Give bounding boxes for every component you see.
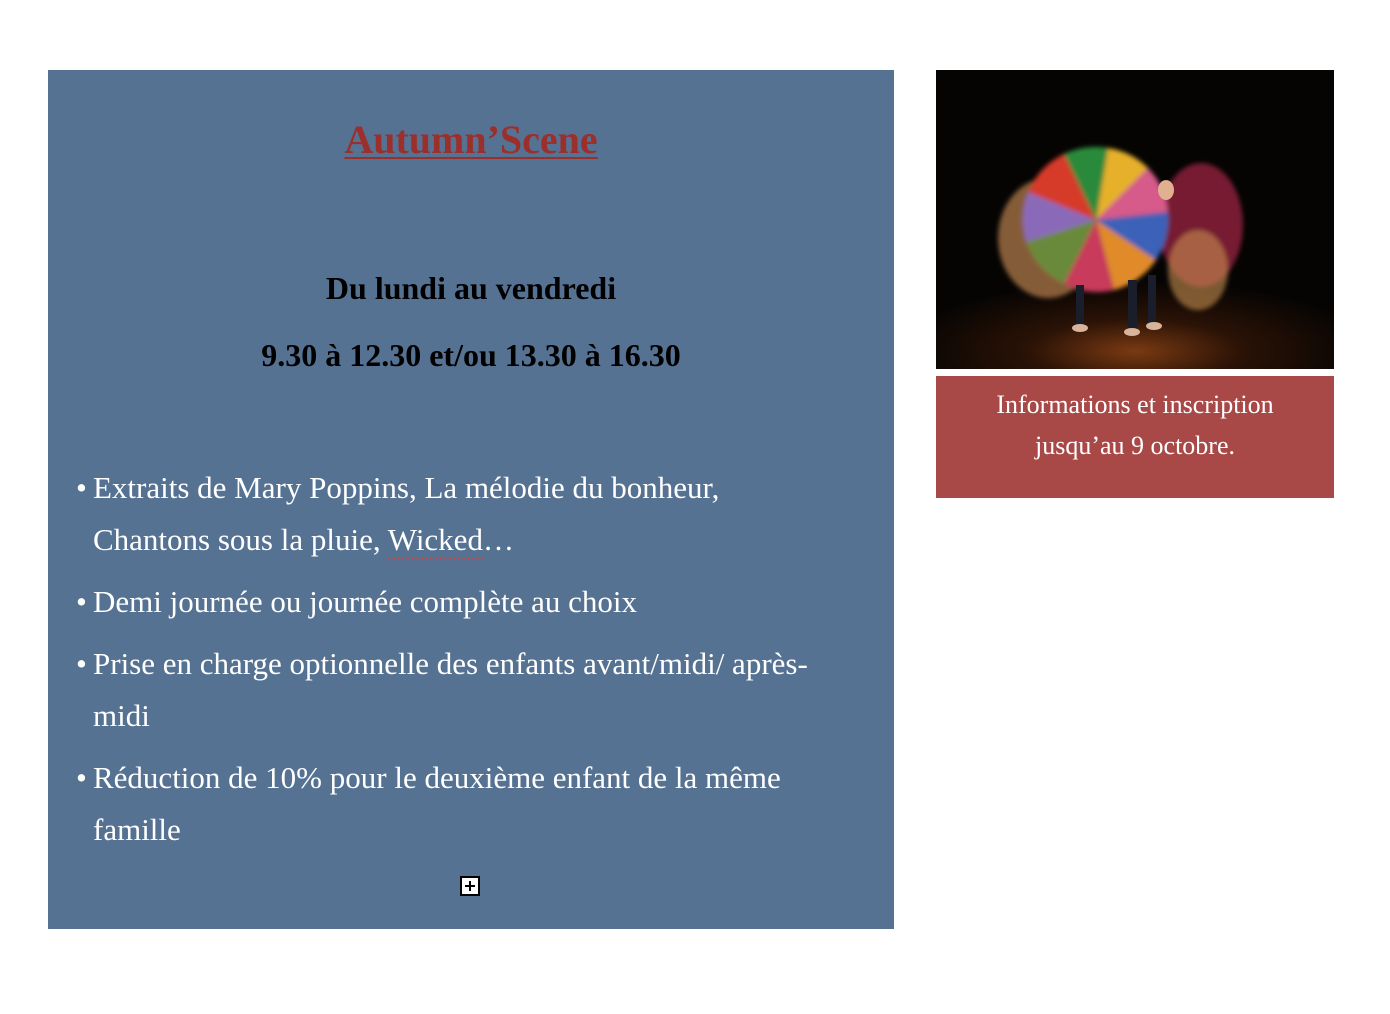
- list-item-text: Prise en charge optionnelle des enfants avant/midi/ après-midi: [93, 646, 808, 733]
- bullet-marker: •: [76, 760, 87, 795]
- feature-list: [76, 462, 836, 866]
- umbrella-dancers-photo: [936, 70, 1334, 369]
- bullet-marker: •: [76, 584, 87, 619]
- schedule-days: Du lundi au vendredi: [325, 270, 617, 306]
- list-item-text: Extraits de Mary Poppins, La mélodie du bonheur, Chantons sous la pluie,: [93, 470, 720, 557]
- info-line: jusqu’au 9 octobre.: [1034, 431, 1235, 460]
- bullet-marker: •: [76, 646, 87, 681]
- list-item: [76, 462, 836, 566]
- list-item-text: Demi journée ou journée complète au choix: [93, 584, 638, 619]
- spellcheck-flagged-word[interactable]: Wicked: [387, 522, 483, 557]
- page-title: Autumn’Scene: [344, 117, 598, 162]
- plus-box-icon[interactable]: [460, 876, 480, 896]
- list-item: [76, 752, 836, 856]
- list-item-text-end: …: [482, 522, 514, 557]
- bullet-marker: •: [76, 470, 87, 505]
- list-item-text: Réduction de 10% pour le deuxième enfant de la même famille: [93, 760, 781, 847]
- info-line: Informations et inscription: [996, 390, 1274, 419]
- registration-info: [936, 376, 1334, 498]
- schedule-hours: 9.30 à 12.30 et/ou 13.30 à 16.30: [261, 337, 681, 373]
- list-item: [76, 638, 836, 742]
- list-item: [76, 576, 836, 628]
